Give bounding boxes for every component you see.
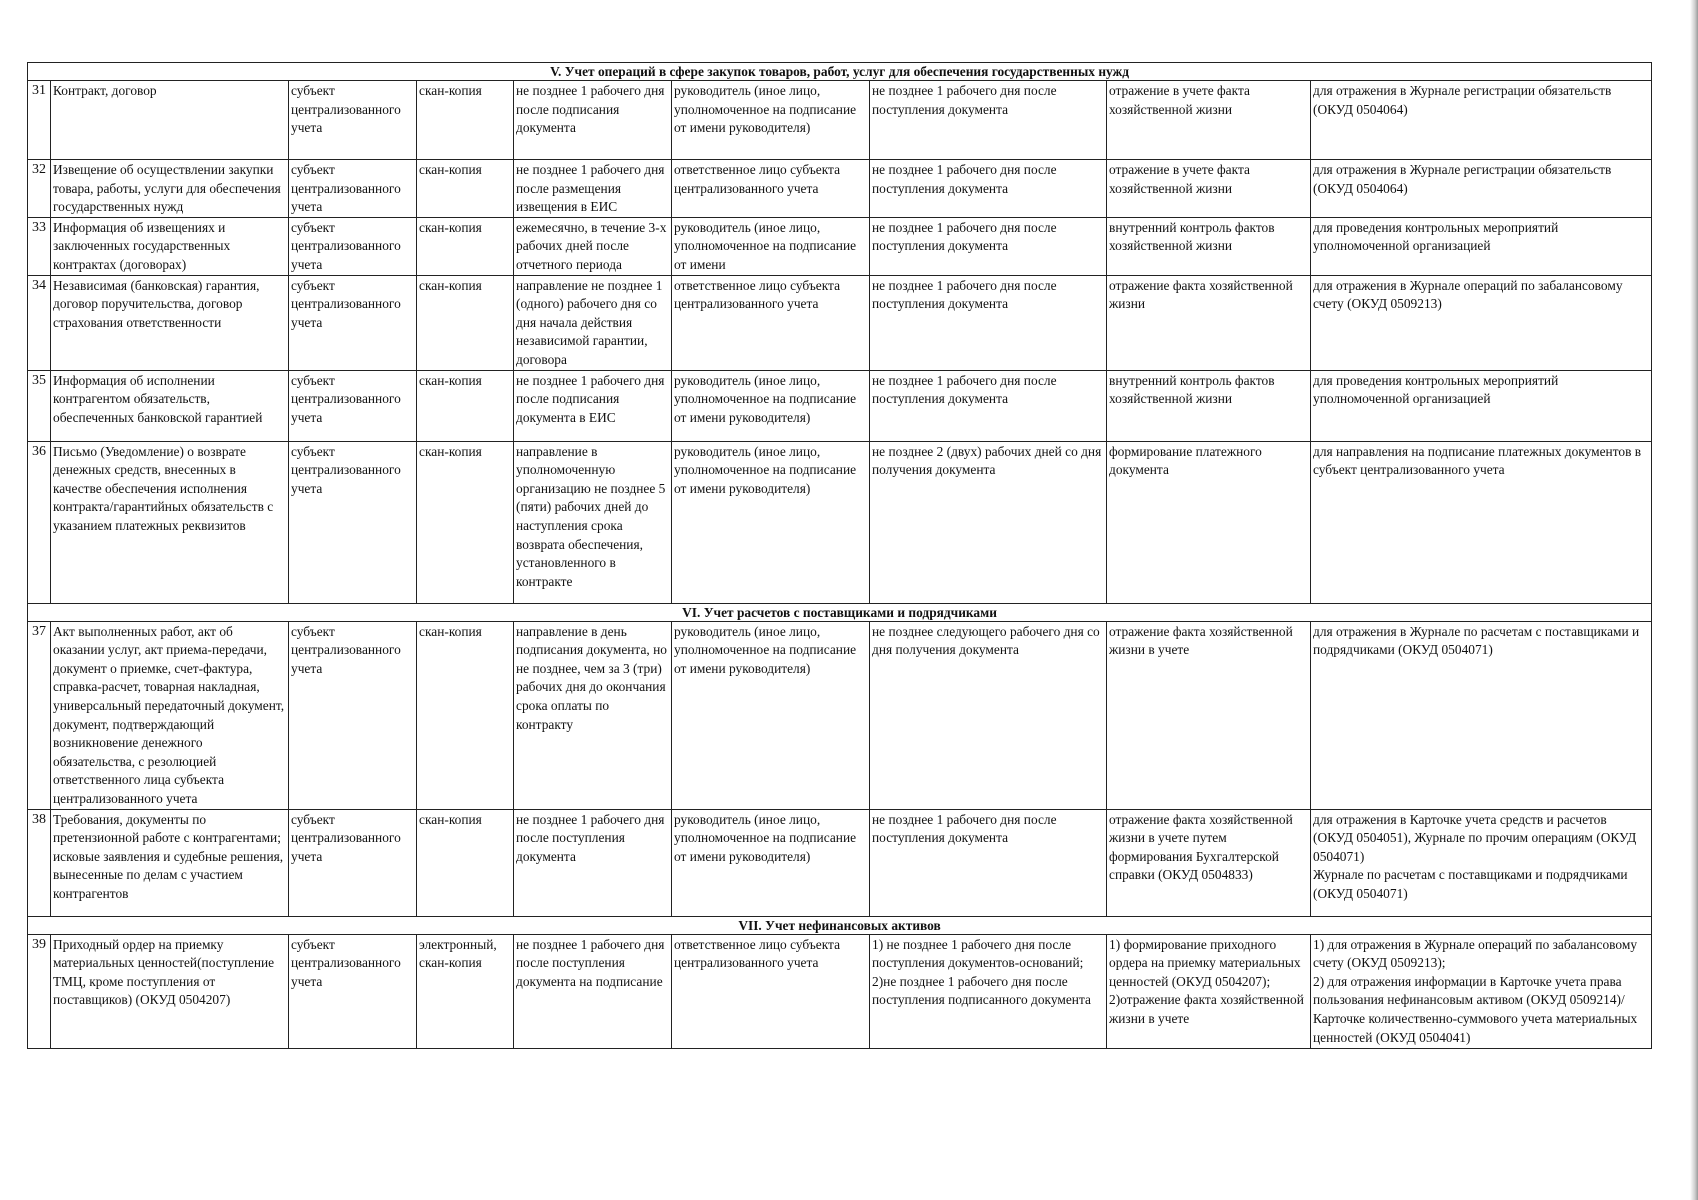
form-type: скан-копия [417, 217, 514, 275]
submitter: субъект централизованного учета [289, 370, 417, 441]
form-type: скан-копия [417, 275, 514, 370]
form-type: скан-копия [417, 441, 514, 603]
purpose: для отражения в Журнале операций по забалансовому счету (ОКУД 0509213) [1311, 275, 1652, 370]
section-header-row [28, 916, 1652, 934]
row-number: 36 [28, 441, 51, 603]
processing-term: 1) не позднее 1 рабочего дня после поступления документов-оснований; 2)не позднее 1 рабочего дня после поступления подписанного документа [870, 934, 1107, 1048]
row-number: 35 [28, 370, 51, 441]
table-row [28, 370, 1652, 441]
row-number: 32 [28, 160, 51, 218]
document-name: Независимая (банковская) гарантия, договор поручительства, договор страхования ответственности [51, 275, 289, 370]
responsible-person: ответственное лицо субъекта централизованного учета [672, 275, 870, 370]
accounting-action: отражение факта хозяйственной жизни в учете [1107, 621, 1311, 809]
purpose: для отражения в Журнале регистрации обязательств (ОКУД 0504064) [1311, 81, 1652, 160]
submitter: субъект централизованного учета [289, 81, 417, 160]
form-type: скан-копия [417, 621, 514, 809]
responsible-person: руководитель (иное лицо, уполномоченное на подписание от имени руководителя) [672, 621, 870, 809]
table-row [28, 621, 1652, 809]
form-type: скан-копия [417, 370, 514, 441]
submission-term: направление в уполномоченную организацию не позднее 5 (пяти) рабочих дней до наступления срока возврата обеспечения, установленного в контракте [514, 441, 672, 603]
responsible-person: руководитель (иное лицо, уполномоченное на подписание от имени руководителя) [672, 81, 870, 160]
submitter: субъект централизованного учета [289, 160, 417, 218]
processing-term: не позднее 1 рабочего дня после поступления документа [870, 809, 1107, 916]
purpose: для направления на подписание платежных документов в субъект централизованного учета [1311, 441, 1652, 603]
section-header-row [28, 603, 1652, 621]
accounting-action: отражение в учете факта хозяйственной жизни [1107, 81, 1311, 160]
submission-term: не позднее 1 рабочего дня после поступления документа на подписание [514, 934, 672, 1048]
table-row [28, 441, 1652, 603]
row-number: 38 [28, 809, 51, 916]
submission-term: не позднее 1 рабочего дня после размещения извещения в ЕИС [514, 160, 672, 218]
responsible-person: ответственное лицо субъекта централизованного учета [672, 160, 870, 218]
purpose: для отражения в Журнале по расчетам с поставщиками и подрядчиками (ОКУД 0504071) [1311, 621, 1652, 809]
document-sheet [27, 62, 1652, 1049]
submitter: субъект централизованного учета [289, 621, 417, 809]
processing-term: не позднее 1 рабочего дня после поступления документа [870, 81, 1107, 160]
form-type: скан-копия [417, 809, 514, 916]
processing-term: не позднее 1 рабочего дня после поступления документа [870, 275, 1107, 370]
responsible-person: руководитель (иное лицо, уполномоченное на подписание от имени [672, 217, 870, 275]
accounting-action: внутренний контроль фактов хозяйственной жизни [1107, 370, 1311, 441]
responsible-person: руководитель (иное лицо, уполномоченное на подписание от имени руководителя) [672, 370, 870, 441]
submitter: субъект централизованного учета [289, 934, 417, 1048]
form-type: электронный, скан-копия [417, 934, 514, 1048]
processing-term: не позднее следующего рабочего дня со дня получения документа [870, 621, 1107, 809]
document-name: Акт выполненных работ, акт об оказании услуг, акт приема-передачи, документ о приемке, счет-фактура, справка-расчет, товарная накладная, универсальный передаточный документ, документ, подтверждающий возникновение денежного обязательства, с резолюцией ответственного лица субъекта централизованного учета [51, 621, 289, 809]
section-title: VII. Учет нефинансовых активов [28, 916, 1652, 934]
section-title: V. Учет операций в сфере закупок товаров, работ, услуг для обеспечения государственных нужд [28, 63, 1652, 81]
purpose: для отражения в Карточке учета средств и расчетов (ОКУД 0504051), Журнале по прочим операциям (ОКУД 0504071) Журнале по расчетам с поставщиками и подрядчиками (ОКУД 0504071) [1311, 809, 1652, 916]
submission-term: не позднее 1 рабочего дня после подписания документа в ЕИС [514, 370, 672, 441]
submission-term: ежемесячно, в течение 3-х рабочих дней после отчетного периода [514, 217, 672, 275]
submission-term: направление не позднее 1 (одного) рабочего дня со дня начала действия независимой гарантии, договора [514, 275, 672, 370]
row-number: 31 [28, 81, 51, 160]
table-row [28, 934, 1652, 1048]
accounting-action: формирование платежного документа [1107, 441, 1311, 603]
row-number: 39 [28, 934, 51, 1048]
accounting-action: отражение в учете факта хозяйственной жизни [1107, 160, 1311, 218]
purpose: для проведения контрольных мероприятий уполномоченной организацией [1311, 217, 1652, 275]
responsible-person: ответственное лицо субъекта централизованного учета [672, 934, 870, 1048]
table-row [28, 81, 1652, 160]
purpose: для проведения контрольных мероприятий уполномоченной организацией [1311, 370, 1652, 441]
row-number: 33 [28, 217, 51, 275]
document-name: Требования, документы по претензионной работе с контрагентами; исковые заявления и судебные решения, вынесенные по делам с участием контрагентов [51, 809, 289, 916]
table-row [28, 809, 1652, 916]
table-row [28, 275, 1652, 370]
submitter: субъект централизованного учета [289, 275, 417, 370]
section-title: VI. Учет расчетов с поставщиками и подрядчиками [28, 603, 1652, 621]
table-row [28, 217, 1652, 275]
document-name: Извещение об осуществлении закупки товара, работы, услуги для обеспечения государственных нужд [51, 160, 289, 218]
accounting-action: внутренний контроль фактов хозяйственной жизни [1107, 217, 1311, 275]
submission-term: не позднее 1 рабочего дня после подписания документа [514, 81, 672, 160]
purpose: для отражения в Журнале регистрации обязательств (ОКУД 0504064) [1311, 160, 1652, 218]
row-number: 34 [28, 275, 51, 370]
submitter: субъект централизованного учета [289, 217, 417, 275]
submission-term: направление в день подписания документа, но не позднее, чем за 3 (три) рабочих дня до окончания срока оплаты по контракту [514, 621, 672, 809]
section-header-row [28, 63, 1652, 81]
processing-term: не позднее 1 рабочего дня после поступления документа [870, 217, 1107, 275]
accounting-action: 1) формирование приходного ордера на приемку материальных ценностей (ОКУД 0504207); 2)отражение факта хозяйственной жизни в учете [1107, 934, 1311, 1048]
form-type: скан-копия [417, 160, 514, 218]
responsible-person: руководитель (иное лицо, уполномоченное на подписание от имени руководителя) [672, 441, 870, 603]
processing-term: не позднее 1 рабочего дня после поступления документа [870, 160, 1107, 218]
accounting-action: отражение факта хозяйственной жизни в учете путем формирования Бухгалтерской справки (ОКУД 0504833) [1107, 809, 1311, 916]
submitter: субъект централизованного учета [289, 441, 417, 603]
document-name: Контракт, договор [51, 81, 289, 160]
scan-edge [1690, 0, 1698, 1200]
submitter: субъект централизованного учета [289, 809, 417, 916]
document-name: Информация об извещениях и заключенных государственных контрактах (договорах) [51, 217, 289, 275]
accounting-action: отражение факта хозяйственной жизни [1107, 275, 1311, 370]
document-name: Приходный ордер на приемку материальных ценностей(поступление ТМЦ, кроме поступления от поставщиков) (ОКУД 0504207) [51, 934, 289, 1048]
purpose: 1) для отражения в Журнале операций по забалансовому счету (ОКУД 0509213); 2) для отражения информации в Карточке учета права пользования нефинансовым активом (ОКУД 0509214)/Карточке количественно-суммового учета материальных ценностей (ОКУД 0504041) [1311, 934, 1652, 1048]
document-name: Информация об исполнении контрагентом обязательств, обеспеченных банковской гарантией [51, 370, 289, 441]
form-type: скан-копия [417, 81, 514, 160]
document-name: Письмо (Уведомление) о возврате денежных средств, внесенных в качестве обеспечения исполнения контракта/гарантийных обязательств с указанием платежных реквизитов [51, 441, 289, 603]
row-number: 37 [28, 621, 51, 809]
submission-term: не позднее 1 рабочего дня после поступления документа [514, 809, 672, 916]
accounting-table [27, 62, 1652, 1049]
table-row [28, 160, 1652, 218]
processing-term: не позднее 1 рабочего дня после поступления документа [870, 370, 1107, 441]
responsible-person: руководитель (иное лицо, уполномоченное на подписание от имени руководителя) [672, 809, 870, 916]
processing-term: не позднее 2 (двух) рабочих дней со дня получения документа [870, 441, 1107, 603]
